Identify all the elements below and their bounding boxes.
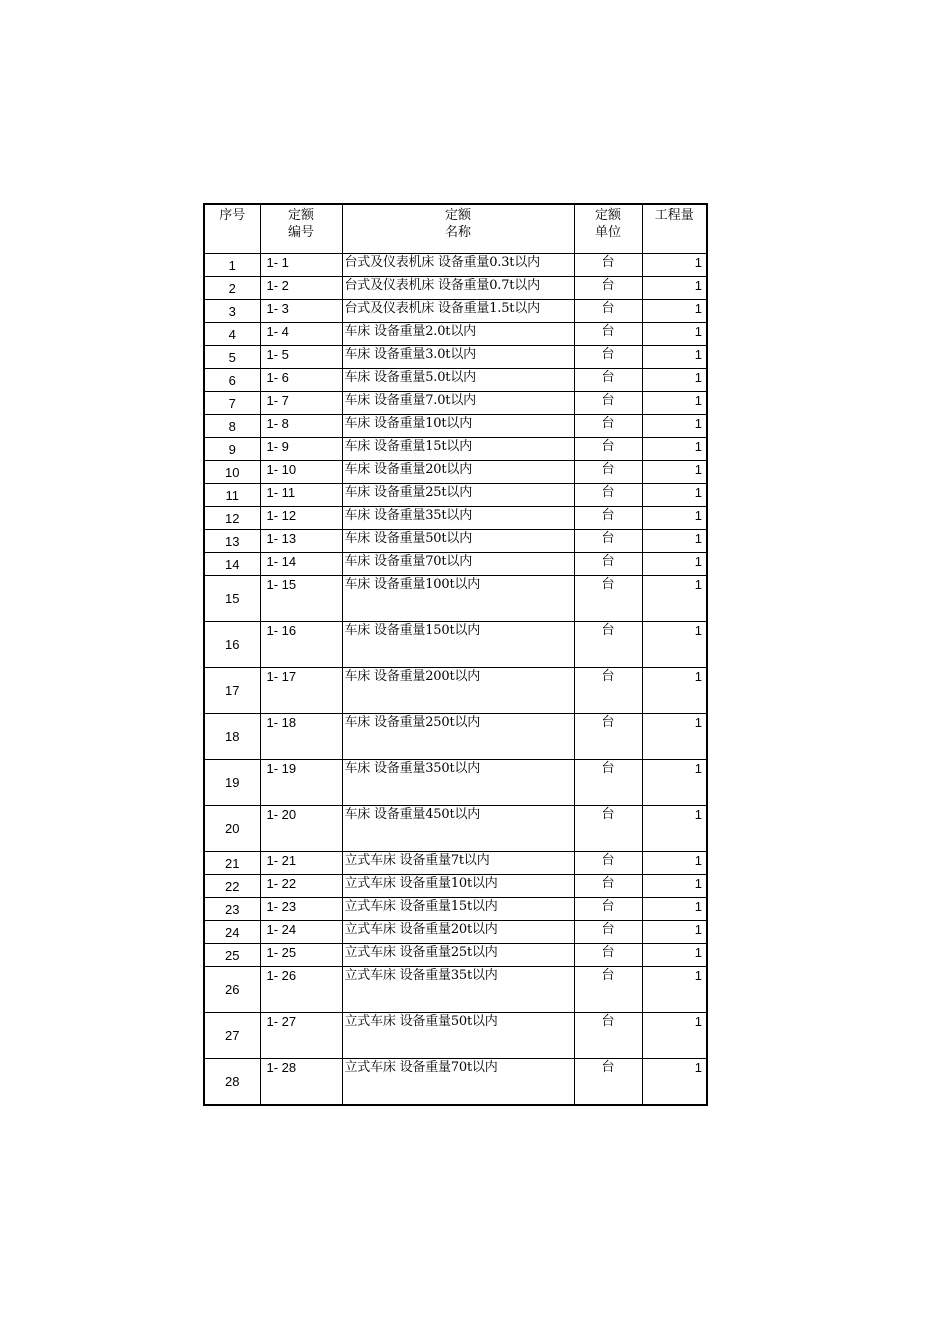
header-name-line-1: 定额 [444,208,471,223]
row-seq: 16 [204,622,260,668]
row-seq: 5 [204,346,260,369]
row-code: 1- 14 [260,553,342,576]
table-row [204,323,707,346]
row-unit: 台 [574,1059,642,1106]
table-row [204,369,707,392]
row-code: 1- 10 [260,461,342,484]
row-seq: 21 [204,852,260,875]
row-code: 1- 13 [260,530,342,553]
row-code: 1- 19 [260,760,342,806]
row-qty: 1 [642,277,707,300]
row-qty: 1 [642,806,707,852]
row-seq: 14 [204,553,260,576]
row-code: 1- 16 [260,622,342,668]
table-row [204,530,707,553]
row-unit: 台 [574,392,642,415]
row-unit: 台 [574,806,642,852]
row-seq: 15 [204,576,260,622]
row-qty: 1 [642,668,707,714]
header-code [260,204,342,254]
row-seq: 9 [204,438,260,461]
row-name: 立式车床 设备重量70t以内 [342,1059,574,1106]
row-unit: 台 [574,553,642,576]
row-unit: 台 [574,484,642,507]
row-unit: 台 [574,438,642,461]
table-row [204,967,707,1013]
row-code: 1- 26 [260,967,342,1013]
row-seq: 18 [204,714,260,760]
row-qty: 1 [642,254,707,277]
quota-table [203,203,708,1106]
header-unit [574,204,642,254]
row-name: 车床 设备重量5.0t以内 [342,369,574,392]
row-name: 车床 设备重量2.0t以内 [342,323,574,346]
row-qty: 1 [642,369,707,392]
row-code: 1- 27 [260,1013,342,1059]
row-code: 1- 21 [260,852,342,875]
row-code: 1- 20 [260,806,342,852]
row-seq: 19 [204,760,260,806]
row-code: 1- 11 [260,484,342,507]
row-name: 车床 设备重量50t以内 [342,530,574,553]
header-unit-line-1: 定额 [594,208,621,223]
row-qty: 1 [642,622,707,668]
row-code: 1- 12 [260,507,342,530]
row-name: 立式车床 设备重量50t以内 [342,1013,574,1059]
row-unit: 台 [574,714,642,760]
row-name: 车床 设备重量3.0t以内 [342,346,574,369]
row-unit: 台 [574,668,642,714]
table-row [204,553,707,576]
row-qty: 1 [642,1059,707,1106]
row-name: 车床 设备重量350t以内 [342,760,574,806]
row-qty: 1 [642,346,707,369]
row-name: 立式车床 设备重量15t以内 [342,898,574,921]
row-qty: 1 [642,392,707,415]
table-row [204,415,707,438]
row-seq: 17 [204,668,260,714]
row-seq: 20 [204,806,260,852]
table-row [204,875,707,898]
row-unit: 台 [574,944,642,967]
row-name: 立式车床 设备重量35t以内 [342,967,574,1013]
row-seq: 28 [204,1059,260,1106]
table-row [204,507,707,530]
table-row [204,852,707,875]
row-unit: 台 [574,346,642,369]
row-name: 车床 设备重量7.0t以内 [342,392,574,415]
row-qty: 1 [642,714,707,760]
row-name: 车床 设备重量15t以内 [342,438,574,461]
row-code: 1- 1 [260,254,342,277]
row-unit: 台 [574,461,642,484]
table-row [204,668,707,714]
row-unit: 台 [574,507,642,530]
row-code: 1- 24 [260,921,342,944]
table-body [204,254,707,1106]
row-qty: 1 [642,875,707,898]
row-seq: 23 [204,898,260,921]
header-row [204,204,707,254]
row-name: 车床 设备重量70t以内 [342,553,574,576]
row-unit: 台 [574,300,642,323]
row-code: 1- 15 [260,576,342,622]
row-unit: 台 [574,921,642,944]
row-name: 车床 设备重量25t以内 [342,484,574,507]
row-qty: 1 [642,967,707,1013]
row-unit: 台 [574,254,642,277]
row-seq: 22 [204,875,260,898]
row-unit: 台 [574,898,642,921]
row-code: 1- 28 [260,1059,342,1106]
row-seq: 1 [204,254,260,277]
row-qty: 1 [642,1013,707,1059]
header-name-line-2: 名称 [444,225,471,240]
row-seq: 27 [204,1013,260,1059]
row-name: 台式及仪表机床 设备重量1.5t以内 [342,300,574,323]
table-row [204,346,707,369]
table-row [204,760,707,806]
row-code: 1- 7 [260,392,342,415]
header-seq [204,204,260,254]
row-seq: 12 [204,507,260,530]
row-qty: 1 [642,852,707,875]
table-row [204,622,707,668]
table-row [204,1059,707,1106]
row-name: 车床 设备重量450t以内 [342,806,574,852]
row-seq: 26 [204,967,260,1013]
row-qty: 1 [642,438,707,461]
table-row [204,806,707,852]
row-seq: 25 [204,944,260,967]
row-seq: 13 [204,530,260,553]
row-code: 1- 18 [260,714,342,760]
row-name: 台式及仪表机床 设备重量0.3t以内 [342,254,574,277]
row-code: 1- 5 [260,346,342,369]
header-code-line-2: 编号 [287,225,314,240]
row-code: 1- 17 [260,668,342,714]
row-qty: 1 [642,484,707,507]
table-row [204,438,707,461]
row-name: 台式及仪表机床 设备重量0.7t以内 [342,277,574,300]
row-name: 车床 设备重量10t以内 [342,415,574,438]
row-unit: 台 [574,622,642,668]
table-row [204,277,707,300]
table-row [204,576,707,622]
row-unit: 台 [574,967,642,1013]
row-code: 1- 4 [260,323,342,346]
table-row [204,254,707,277]
row-unit: 台 [574,576,642,622]
row-code: 1- 6 [260,369,342,392]
row-qty: 1 [642,576,707,622]
row-code: 1- 8 [260,415,342,438]
row-seq: 6 [204,369,260,392]
header-seq-line-1: 序号 [219,208,246,223]
row-qty: 1 [642,944,707,967]
table-row [204,714,707,760]
row-name: 车床 设备重量100t以内 [342,576,574,622]
row-code: 1- 23 [260,898,342,921]
row-seq: 8 [204,415,260,438]
row-qty: 1 [642,760,707,806]
table-row [204,1013,707,1059]
row-name: 立式车床 设备重量10t以内 [342,875,574,898]
row-unit: 台 [574,852,642,875]
header-name [342,204,574,254]
header-qty-line-1: 工程量 [654,208,694,223]
header-code-line-1: 定额 [287,208,314,223]
row-qty: 1 [642,530,707,553]
row-name: 车床 设备重量200t以内 [342,668,574,714]
row-qty: 1 [642,300,707,323]
row-seq: 2 [204,277,260,300]
row-qty: 1 [642,461,707,484]
row-unit: 台 [574,323,642,346]
row-qty: 1 [642,921,707,944]
table-row [204,921,707,944]
row-qty: 1 [642,553,707,576]
table-row [204,944,707,967]
table-row [204,392,707,415]
row-qty: 1 [642,898,707,921]
table-row [204,898,707,921]
row-unit: 台 [574,530,642,553]
row-qty: 1 [642,323,707,346]
row-seq: 24 [204,921,260,944]
row-unit: 台 [574,277,642,300]
row-unit: 台 [574,415,642,438]
row-unit: 台 [574,760,642,806]
row-qty: 1 [642,507,707,530]
row-name: 立式车床 设备重量20t以内 [342,921,574,944]
header-unit-line-2: 单位 [594,225,621,240]
row-seq: 10 [204,461,260,484]
row-seq: 4 [204,323,260,346]
table-row [204,484,707,507]
header-qty [642,204,707,254]
row-code: 1- 22 [260,875,342,898]
row-unit: 台 [574,369,642,392]
table-row [204,300,707,323]
row-name: 车床 设备重量20t以内 [342,461,574,484]
row-name: 车床 设备重量35t以内 [342,507,574,530]
row-code: 1- 2 [260,277,342,300]
row-seq: 7 [204,392,260,415]
row-unit: 台 [574,1013,642,1059]
row-qty: 1 [642,415,707,438]
row-code: 1- 25 [260,944,342,967]
table-row [204,461,707,484]
row-code: 1- 3 [260,300,342,323]
row-name: 车床 设备重量250t以内 [342,714,574,760]
table-header [204,204,707,254]
row-name: 车床 设备重量150t以内 [342,622,574,668]
row-name: 立式车床 设备重量25t以内 [342,944,574,967]
row-seq: 11 [204,484,260,507]
row-unit: 台 [574,875,642,898]
row-seq: 3 [204,300,260,323]
row-code: 1- 9 [260,438,342,461]
row-name: 立式车床 设备重量7t以内 [342,852,574,875]
